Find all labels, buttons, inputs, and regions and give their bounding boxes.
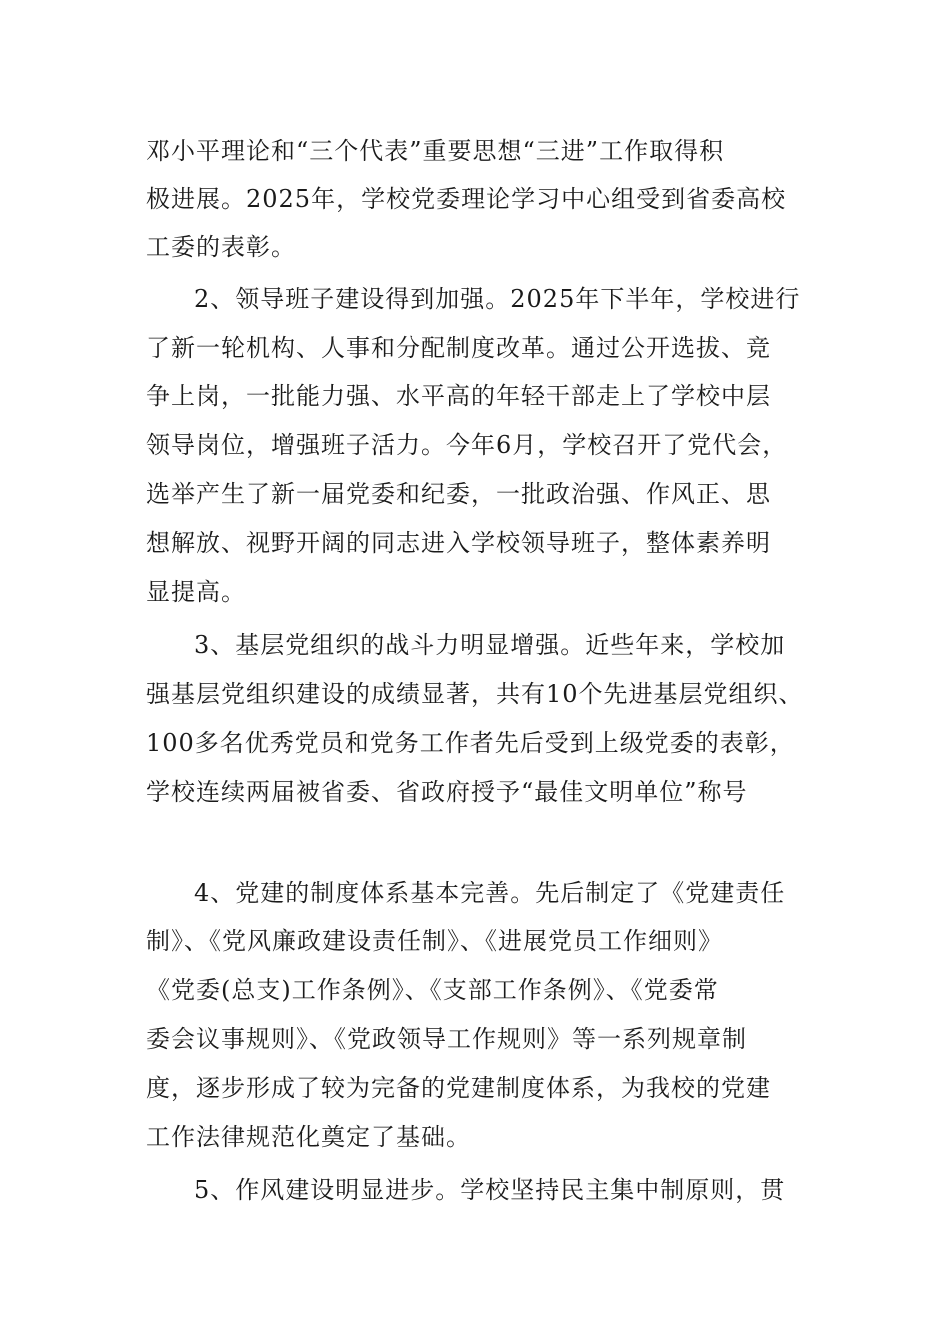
paragraph-2-start: 2、领导班子建设得到加强。2025年下半年，学校进行	[194, 285, 801, 313]
text-line: 委会议事规则》、《党政领导工作规则》等一系列规章制	[146, 1025, 747, 1053]
paragraph-5-start: 5、作风建设明显进步。学校坚持民主集中制原则，贯	[194, 1176, 786, 1204]
text-line: 邓小平理论和“三个代表”重要思想“三进”工作取得积	[146, 137, 725, 165]
text-line: 想解放、视野开阔的同志进入学校领导班子，整体素养明	[146, 529, 771, 557]
text-line: 工委的表彰。	[146, 233, 296, 261]
text-line: 强基层党组织建设的成绩显著，共有10个先进基层党组织、	[146, 680, 804, 708]
text-line: 极进展。2025年，学校党委理论学习中心组受到省委高校	[146, 185, 787, 213]
text-line: 显提高。	[146, 578, 246, 606]
text-line: 争上岗，一批能力强、水平高的年轻干部走上了学校中层	[146, 382, 771, 410]
text-line: 学校连续两届被省委、省政府授予“最佳文明单位”称号	[146, 778, 748, 806]
paragraph-4-start: 4、党建的制度体系基本完善。先后制定了《党建责任	[194, 879, 786, 907]
text-line: 《党委(总支)工作条例》、《支部工作条例》、《党委常	[146, 976, 719, 1004]
text-line: 领导岗位，增强班子活力。今年6月，学校召开了党代会，	[146, 431, 788, 459]
text-line: 工作法律规范化奠定了基础。	[146, 1123, 471, 1151]
text-line: 了新一轮机构、人事和分配制度改革。通过公开选拔、竞	[146, 334, 771, 362]
paragraph-3-start: 3、基层党组织的战斗力明显增强。近些年来，学校加	[194, 631, 786, 659]
text-line: 制》、《党风廉政建设责任制》、《进展党员工作细则》	[146, 927, 723, 955]
text-line: 度，逐步形成了较为完备的党建制度体系，为我校的党建	[146, 1074, 771, 1102]
text-line: 100多名优秀党员和党务工作者先后受到上级党委的表彰，	[146, 729, 795, 757]
text-line: 选举产生了新一届党委和纪委，一批政治强、作风正、思	[146, 480, 771, 508]
